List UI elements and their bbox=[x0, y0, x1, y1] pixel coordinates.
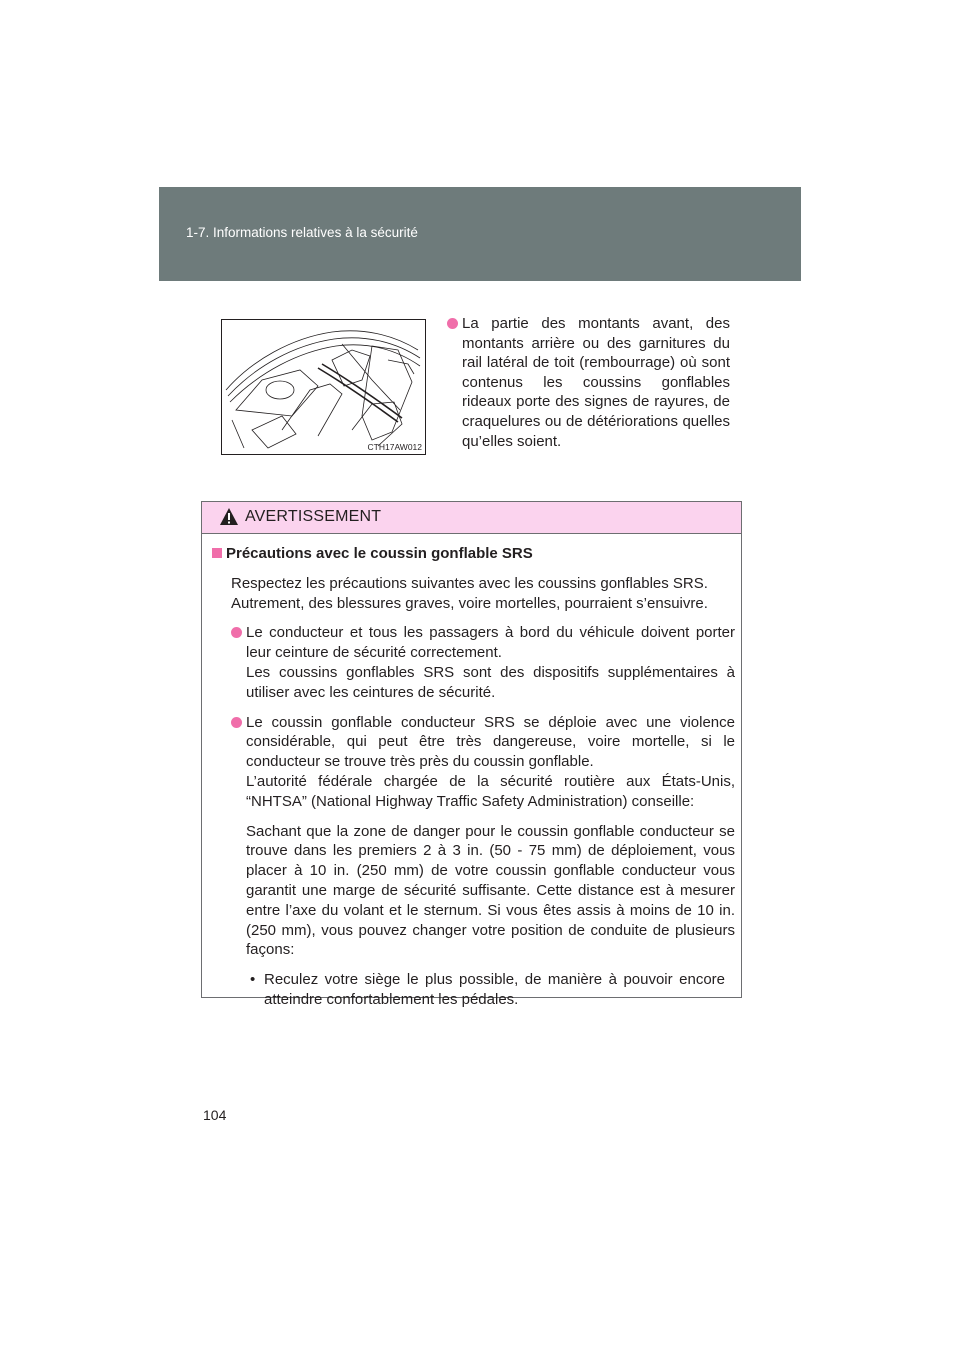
bullet-dot-icon bbox=[231, 717, 242, 728]
warning-intro bbox=[212, 574, 735, 614]
car-interior-illustration bbox=[221, 319, 426, 455]
bullet-dot-icon bbox=[231, 627, 242, 638]
warning-title: AVERTISSEMENT bbox=[245, 508, 382, 525]
section-square-icon bbox=[212, 548, 222, 558]
warning-body bbox=[202, 534, 741, 1010]
warning-header bbox=[202, 502, 741, 534]
nhtsa-advice: Sachant que la zone de danger pour le coussin gonflable conducteur se trouve dans les premiers 2 à 3 in. (50 - 75 mm) de déploiement, vous placer à 10 in. (250 mm) de votre coussin gonflable conducteur vous garantit une marge de sécurité suffisante. Cette distance est à mesurer entre l’axe du volant et le sternum. Si vous êtes assis à moins de 10 in. (250 mm), vous pouvez changer votre position de conduite de plusieurs façons: bbox=[246, 822, 735, 959]
sub-bullet-mark: • bbox=[250, 971, 256, 989]
section-title: 1-7. Informations relatives à la sécurité bbox=[186, 225, 418, 240]
section-header bbox=[159, 187, 801, 281]
warning-intro-line: Respectez les précautions suivantes avec les coussins gonflables SRS. bbox=[231, 574, 708, 592]
page-number: 104 bbox=[203, 1107, 227, 1123]
warning-box bbox=[201, 501, 742, 1008]
warning-intro-line: Autrement, des blessures graves, voire mortelles, pourraient s’ensuivre. bbox=[231, 594, 708, 612]
bullet-dot-icon bbox=[447, 318, 458, 329]
warning-bullet-line: Le coussin gonflable conducteur SRS se déploie avec une violence considérable, qui peut être très dangereuse, voire mortelle, si le conducteur se trouve très près du coussin gonflable. bbox=[246, 713, 735, 771]
warning-section-title bbox=[212, 544, 735, 564]
advice-sub-bullet bbox=[212, 970, 735, 1010]
warning-bullet-line: Le conducteur et tous les passagers à bord du véhicule doivent porter leur ceinture de sécurité correctement. bbox=[246, 624, 735, 662]
car-interior-drawing bbox=[222, 320, 425, 454]
warning-bullet-line: Les coussins gonflables SRS sont des dispositifs supplémentaires à utiliser avec les ceintures de sécurité. bbox=[246, 663, 735, 701]
advice-sub-bullet-text: Reculez votre siège le plus possible, de manière à pouvoir encore atteindre confortablement les pédales. bbox=[264, 971, 725, 1008]
warning-bullet bbox=[212, 713, 735, 812]
warning-section-title-text: Précautions avec le coussin gonflable SRS bbox=[226, 545, 533, 562]
warning-bullet-line: L’autorité fédérale chargée de la sécurité routière aux États-Unis, “NHTSA” (National Highway Traffic Safety Administration) conseille: bbox=[246, 772, 735, 810]
intro-bullet-text: La partie des montants avant, des montants arrière ou des garnitures du rail latéral de toit (rembourrage) où sont contenus les coussins gonflables rideaux porte des signes de rayures, de craquelures ou de détériorations quelles qu’elles soient. bbox=[462, 315, 730, 450]
warning-bullet bbox=[212, 623, 735, 702]
warning-triangle-icon bbox=[219, 507, 239, 526]
intro-bullet bbox=[447, 314, 730, 451]
figure-code: CTH17AW012 bbox=[367, 442, 422, 452]
